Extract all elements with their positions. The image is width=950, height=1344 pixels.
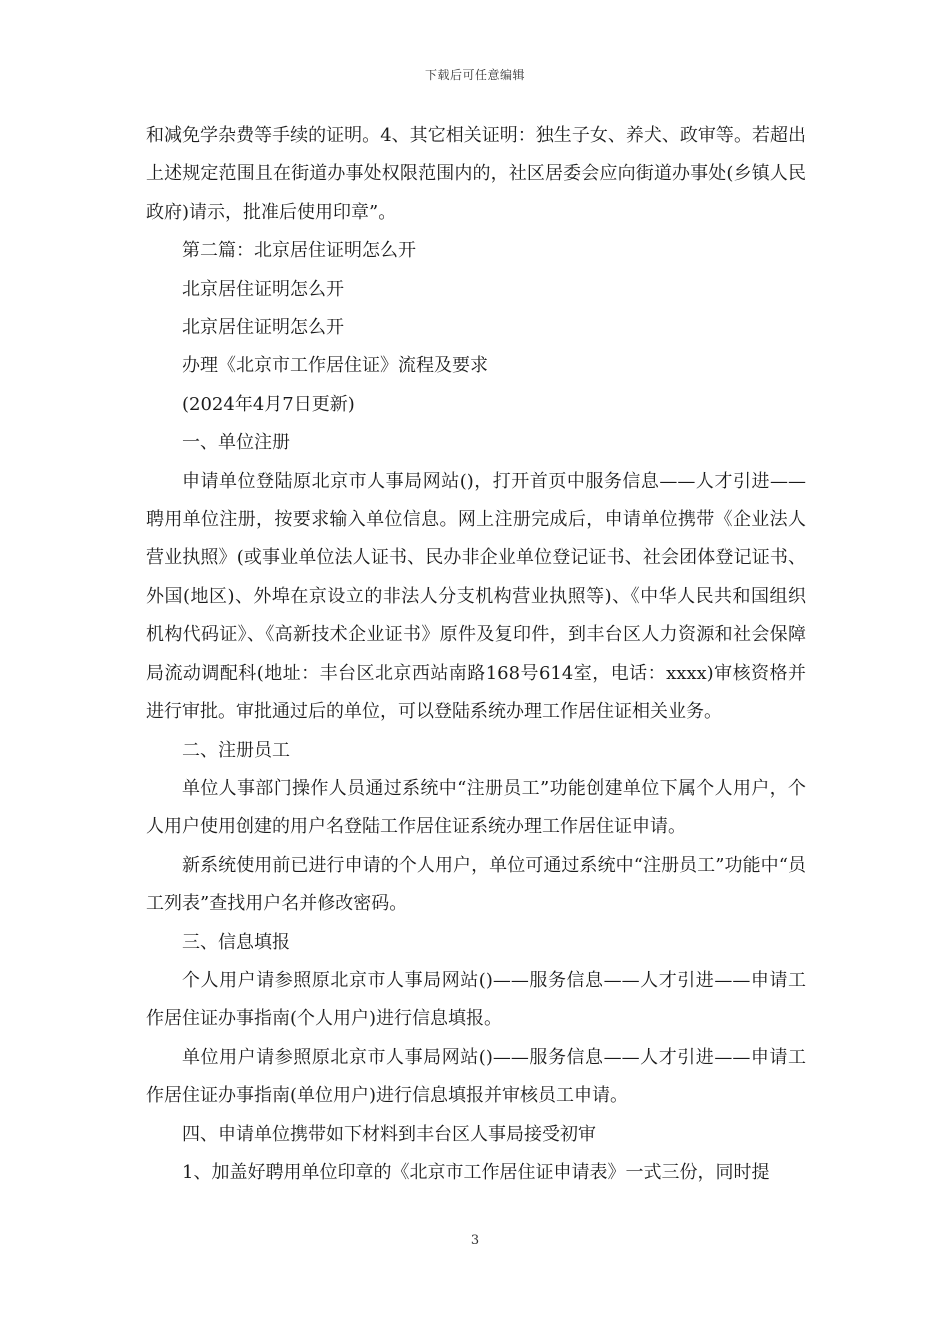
paragraph-existing-users: 新系统使用前已进行申请的个人用户，单位可通过系统中“注册员工”功能中“员工列表”查找用户名并修改密码。: [146, 854, 806, 915]
paragraph-personal-users: 个人用户请参照原北京市人事局网站()——服务信息——人才引进——申请工作居住证办事指南(个人用户)进行信息填报。: [146, 969, 806, 1030]
page-header: 下载后可任意编辑: [424, 68, 525, 82]
section-heading-information-filing: 三、信息填报: [182, 931, 290, 953]
paragraph-unit-users: 单位用户请参照原北京市人事局网站()——服务信息——人才引进——申请工作居住证办事指南(单位用户)进行信息填报并审核员工申请。: [146, 1046, 806, 1107]
paragraph-materials-item-1: 1、加盖好聘用单位印章的《北京市工作居住证申请表》一式三份，同时提: [182, 1161, 770, 1183]
document-body: [146, 117, 806, 1192]
section-heading-employee-registration: 二、注册员工: [182, 739, 290, 761]
update-date: (2024年4月7日更新): [182, 393, 355, 415]
heading-line: 北京居住证明怎么开: [182, 317, 344, 339]
paragraph-unit-registration: 申请单位登陆原北京市人事局网站()，打开首页中服务信息——人才引进——聘用单位注册，按要求输入单位信息。网上注册完成后，申请单位携带《企业法人营业执照》(或事业单位法人证书、民办非企业单位登记证书、社会团体登记证书、外国(地区)、外埠在京设立的非法人分支机构营业执照等)、《中华人民共和国组织机构代码证》、《高新技术企业证书》原件及复印件，到丰台区人力资源和社会保障局流动调配科(地址：丰台区北京西站南路168号614室，电话：xxxx)审核资格并进行审批。审批通过后的单位，可以登陆系统办理工作居住证相关业务。: [146, 470, 806, 723]
section-title-part-two: 第二篇：北京居住证明怎么开: [182, 240, 416, 262]
procedure-title: 办理《北京市工作居住证》流程及要求: [182, 355, 488, 377]
paragraph-employee-registration: 单位人事部门操作人员通过系统中“注册员工”功能创建单位下属个人用户，个人用户使用创建的用户名登陆工作居住证系统办理工作居住证申请。: [146, 777, 806, 838]
page-number: 3: [470, 1233, 480, 1248]
heading-line: 北京居住证明怎么开: [182, 278, 344, 300]
section-heading-unit-registration: 一、单位注册: [182, 432, 290, 454]
section-heading-materials: 四、申请单位携带如下材料到丰台区人事局接受初审: [182, 1123, 596, 1145]
paragraph-continuation: 和减免学杂费等手续的证明。4、其它相关证明：独生子女、养犬、政审等。若超出上述规定范围且在街道办事处权限范围内的，社区居委会应向街道办事处(乡镇人民政府)请示，批准后使用印章”。: [146, 125, 806, 223]
